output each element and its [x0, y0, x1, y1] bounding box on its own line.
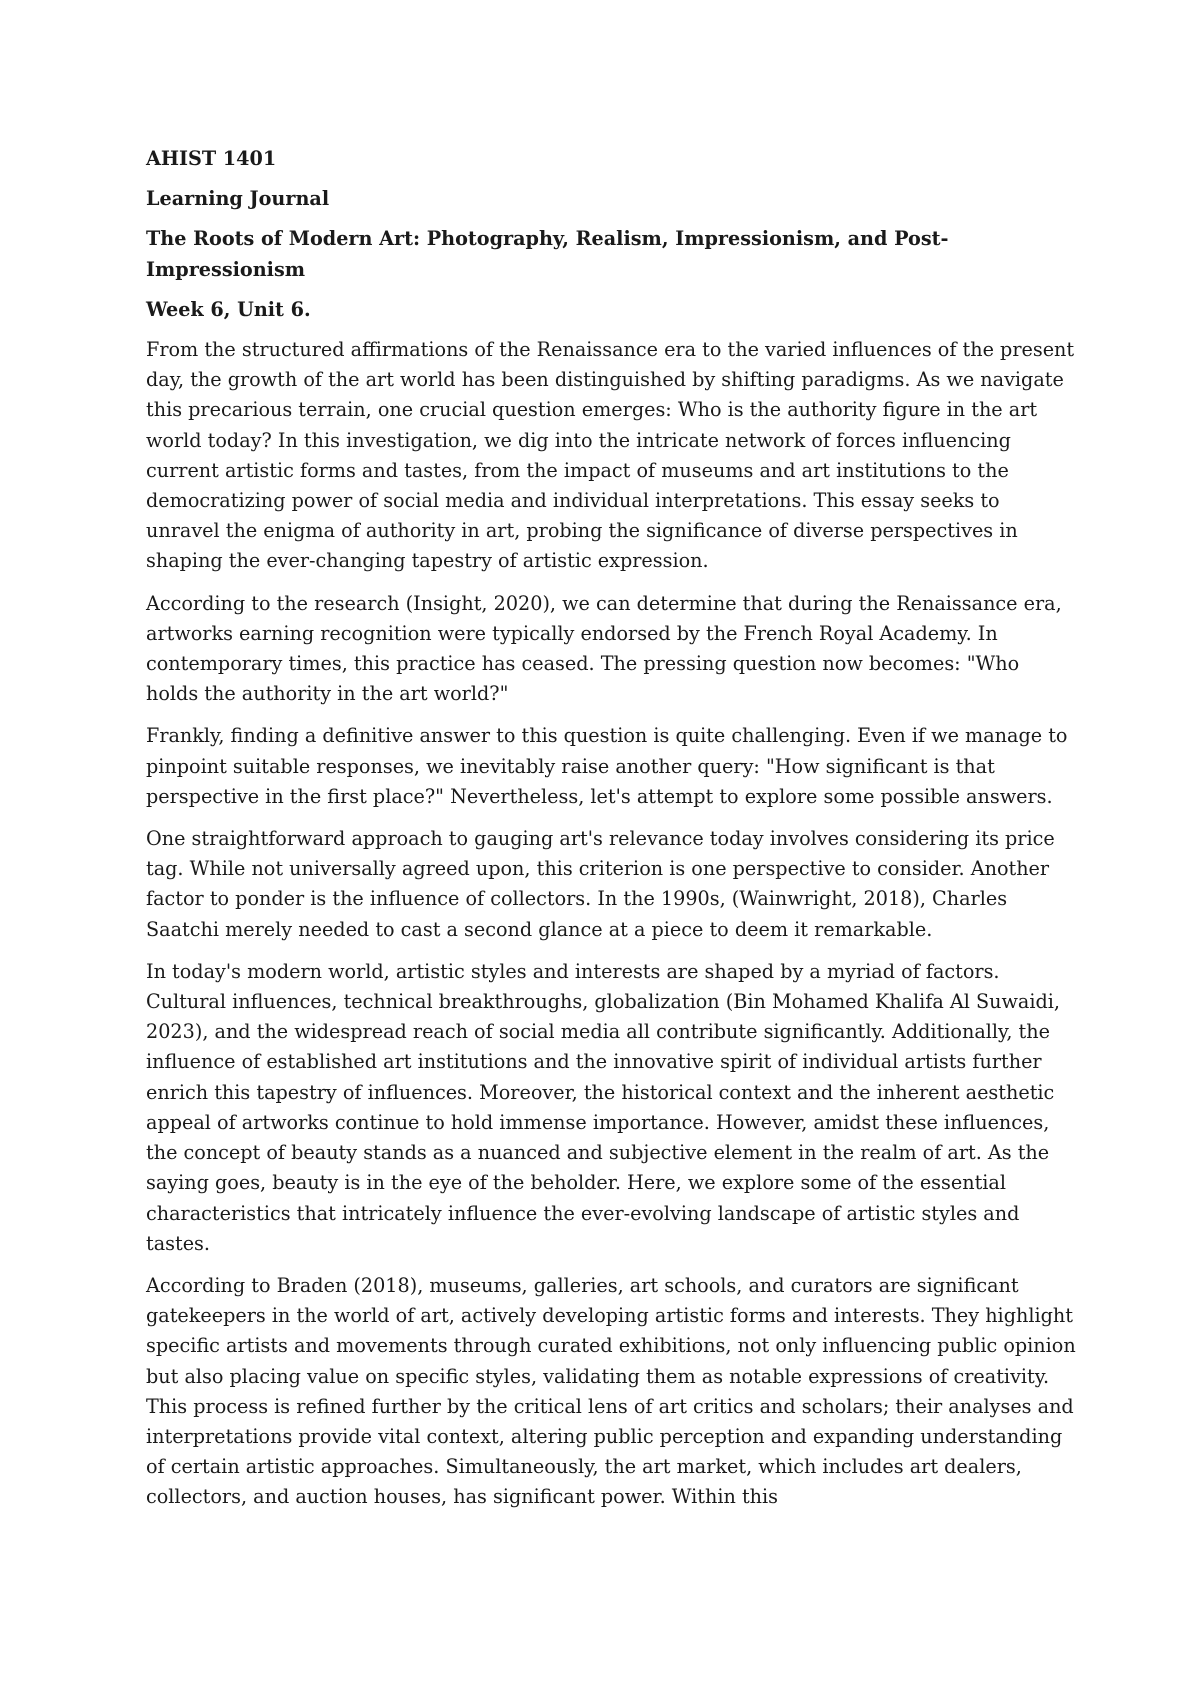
paragraph-renaissance: According to the research (Insight, 2020), we can determine that during the Renaissance era, artworks earning recognition were typically endorsed by the French Royal Academy. In contemporary times, this practice has ceased. The pressing question now becomes: "Who holds the authority in the art world?": [146, 591, 1062, 706]
document-title: The Roots of Modern Art: Photography, Realism, Impressionism, and Post-Impressionism: [146, 227, 949, 281]
paragraph-definitive-answer: Frankly, finding a definitive answer to this question is quite challenging. Even if we manage to pinpoint suitable responses, we inevitably raise another query: "How significant is that perspective in the first place?" Nevertheless, let's attempt to explore some possible answers.: [146, 724, 1068, 808]
paragraph-intro: From the structured affirmations of the Renaissance era to the varied influences of the present day, the growth of the art world has been distinguished by shifting paradigms. As we navigate this precarious terrain, one crucial question emerges: Who is the authority figure in the art world today? In this investigation, we dig into the intricate network of forces influencing current artistic forms and tastes, from the impact of museums and art institutions to the democratizing power of social media and individual interpretations. This essay seeks to unravel the enigma of authority in art, probing the significance of diverse perspectives in shaping the ever-changing tapestry of artistic expression.: [146, 338, 1075, 573]
paragraph-modern-world: In today's modern world, artistic styles and interests are shaped by a myriad of factors. Cultural influences, technical breakthroughs, globalization (Bin Mohamed Khalifa Al Suwaidi, 2023), and the widespread reach of social media all contribute significantly. Additionally, the influence of established art institutions and the innovative spirit of individual artists further enrich this tapestry of influences. Moreover, the historical context and the inherent aesthetic appeal of artworks continue to hold immense importance. However, amidst these influences, the concept of beauty stands as a nuanced and subjective element in the realm of art. As the saying goes, beauty is in the eye of the beholder. Here, we explore some of the essential characteristics that intricately influence the ever-evolving landscape of artistic styles and tastes.: [146, 959, 1061, 1255]
course-code: AHIST 1401: [146, 147, 277, 170]
document-page: [146, 144, 1076, 1525]
paragraph-price-tag: One straightforward approach to gauging art's relevance today involves considering its price tag. While not universally agreed upon, this criterion is one perspective to consider. Another factor to ponder is the influence of collectors. In the 1990s, (Wainwright, 2018), Charles Saatchi merely needed to cast a second glance at a piece to deem it remarkable.: [146, 827, 1055, 941]
document-type: Learning Journal: [146, 187, 330, 211]
week-unit: Week 6, Unit 6.: [146, 297, 311, 321]
paragraph-gatekeepers: According to Braden (2018), museums, galleries, art schools, and curators are significant gatekeepers in the world of art, actively developing artistic forms and interests. They highlight specific artists and movements through curated exhibitions, not only influencing public opinion but also placing value on specific styles, validating them as notable expressions of creativity. This process is refined further by the critical lens of art critics and scholars; their analyses and interpretations provide vital context, altering public perception and expanding understanding of certain artistic approaches. Simultaneously, the art market, which includes art dealers, collectors, and auction houses, has significant power. Within this: [146, 1273, 1076, 1509]
